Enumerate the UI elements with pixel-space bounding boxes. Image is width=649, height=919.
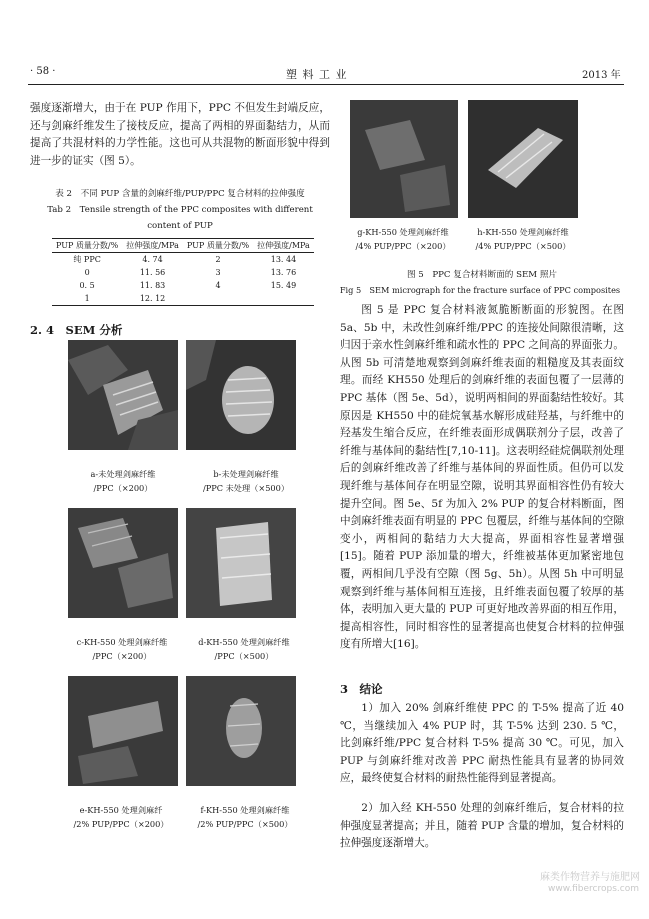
year: 2013 年 xyxy=(582,70,621,81)
page-number: · 58 · xyxy=(30,66,56,77)
table-cell xyxy=(253,292,314,306)
table2-caption-en-2: content of PUP xyxy=(147,221,213,231)
sem-caption-a: a-未处理剑麻纤维 /PPC（×200） xyxy=(90,469,156,493)
table-row xyxy=(52,279,314,292)
sem-caption-d: d-KH-550 处理剑麻纤维 /PPC（×500） xyxy=(198,637,290,661)
table-cell: 1 xyxy=(52,292,122,306)
table-cell: 0 xyxy=(84,268,90,277)
conclusion-1: 1）加入 20% 剑麻纤维使 PPC 的 T-5% 提高了近 40 ℃，当继续加入 4% PUP 时，其 T-5% 达到 230. 5 ℃，比剑麻纤维/PPC 复合材料 T-5% 提高 30 ℃。可见，加入 PUP 与剑麻纤维对改善 PPC 耐热性能具有显著的协同效应，最终使复合材料的耐热性能得到显著提高。 xyxy=(340,702,624,785)
sem-image-g xyxy=(350,100,458,218)
fig5-caption-en: Fig 5 SEM micrograph for the fracture surface of PPC composites xyxy=(339,285,621,295)
table-row xyxy=(52,253,314,267)
table-cell: 11. 56 xyxy=(139,268,166,277)
sem-caption-c: c-KH-550 处理剑麻纤维 /PPC（×200） xyxy=(76,637,168,661)
table-cell: 纯 PPC xyxy=(73,255,101,264)
sem-image-e xyxy=(68,676,178,786)
col-header: 拉伸强度/MPa xyxy=(253,239,314,253)
sem-caption-h: h-KH-550 处理剑麻纤维 /4% PUP/PPC（×500） xyxy=(475,227,571,251)
table-cell: 13. 76 xyxy=(270,268,297,277)
sem-caption-g: g-KH-550 处理剑麻纤维 /4% PUP/PPC（×200） xyxy=(355,227,451,251)
sem-caption-f: f-KH-550 处理剑麻纤维 /2% PUP/PPC（×500） xyxy=(197,805,293,829)
sem-image-f xyxy=(186,676,296,786)
sem-image-b xyxy=(186,340,296,450)
conclusion-2: 2）加入经 KH-550 处理的剑麻纤维后，复合材料的拉伸强度显著提高；并且，随着 PUP 含量的增加，复合材料的拉伸强度逐渐增大。 xyxy=(340,802,624,850)
fig5-caption-cn: 图 5 PPC 复合材料断面的 SEM 照片 xyxy=(406,270,558,280)
table-cell: 0. 5 xyxy=(79,281,95,290)
table-header-row xyxy=(52,239,314,253)
table-cell: 2 xyxy=(215,255,221,264)
watermark-line1: 麻类作物营养与施肥网 xyxy=(540,872,640,883)
sem-image-d xyxy=(186,508,296,618)
col-header: PUP 质量分数/% xyxy=(183,239,253,253)
sem-image-a xyxy=(68,340,178,450)
watermark-line2: www.fibercrops.com xyxy=(548,884,639,894)
table2 xyxy=(52,238,314,306)
right-main-paragraph: 图 5 是 PPC 复合材料液氮脆断断面的形貌图。在图 5a、5b 中，未改性剑麻纤维/PPC 的连接处间隙很清晰，这归因于亲水性剑麻纤维和疏水性的 PPC 之间高的界面张力。从图 5b 可清楚地观察到剑麻纤维表面的粗糙度及其表面纹理。而经 KH550 处理后的剑麻纤维的表面包覆了一层薄的 PPC 基体（图 5e、5d），说明两相间的界面黏结性较好。其原因是 KH550 中的硅烷氧基水解形成硅羟基，与纤维中的羟基发生缩合反应，在纤维表面形成偶联剂分子层，改善了纤维与基体间的黏结性[7,10-11]。这表明经硅烷偶联剂处理后的剑麻纤维改善了纤维与基体间的界面性质。但仍可以发现纤维与基体间存在明显空隙，说明其界面相容性仍有较大提升空间。图 5e、5f 为加入 2% PUP 的复合材料断面，图中剑麻纤维表面有明显的 PPC 包覆层，纤维与基体间的空隙变小，两相间的黏结力大大提高，界面相容性显著增强[15]。随着 PUP 添加量的增大，纤维被基体更加紧密地包覆，两相间几乎没有空隙（图 5g、5h）。从图 5h 中可明显观察到纤维与基体间相互连接，且纤维表面包覆了较厚的基体，表明加入更大量的 PUP 可更好地改善界面的相互作用，提高相容性，同时相容性的显著提高也使复合材料的拉伸强度有所增大[16]。 xyxy=(340,304,624,651)
table-cell: 3 xyxy=(215,268,221,277)
sem-caption-e: e-KH-550 处理剑麻纤 /2% PUP/PPC（×200） xyxy=(73,805,169,829)
journal-name: 塑 料 工 业 xyxy=(286,68,348,81)
table-cell xyxy=(183,292,253,306)
section-heading-sem: 2. 4 SEM 分析 xyxy=(30,323,123,337)
table-cell: 11. 83 xyxy=(139,281,166,290)
col-header: 拉伸强度/MPa xyxy=(122,239,183,253)
table-cell: 15. 49 xyxy=(270,281,297,290)
table-cell: 13. 44 xyxy=(270,255,297,264)
table-row xyxy=(52,292,314,306)
table-cell: 4 xyxy=(215,281,221,290)
table-cell: 4. 74 xyxy=(142,255,163,264)
col-header: PUP 质量分数/% xyxy=(52,239,122,253)
sem-image-h xyxy=(468,100,578,218)
sem-image-c xyxy=(68,508,178,618)
left-intro-paragraph: 强度逐渐增大，由于在 PUP 作用下，PPC 不但发生封端反应，还与剑麻纤维发生了接枝反应，提高了两相的界面黏结力，从而提高了共混材料的力学性能。这也可从共混物的断面形貌中得到进一步的证实（图 5）。 xyxy=(30,102,330,167)
section-heading-conclusion: 3 结论 xyxy=(340,682,383,696)
table-row xyxy=(52,266,314,279)
table2-caption-cn: 表 2 不同 PUP 含量的剑麻纤维/PUP/PPC 复合材料的拉伸强度 xyxy=(55,189,305,199)
header-rule xyxy=(28,84,624,85)
sem-caption-b: b-未处理剑麻纤维 /PPC 未处理（×500） xyxy=(202,469,290,493)
table-cell: 12. 12 xyxy=(122,292,183,306)
table2-caption-en-1: Tab 2 Tensile strength of the PPC composites with different xyxy=(47,205,313,215)
